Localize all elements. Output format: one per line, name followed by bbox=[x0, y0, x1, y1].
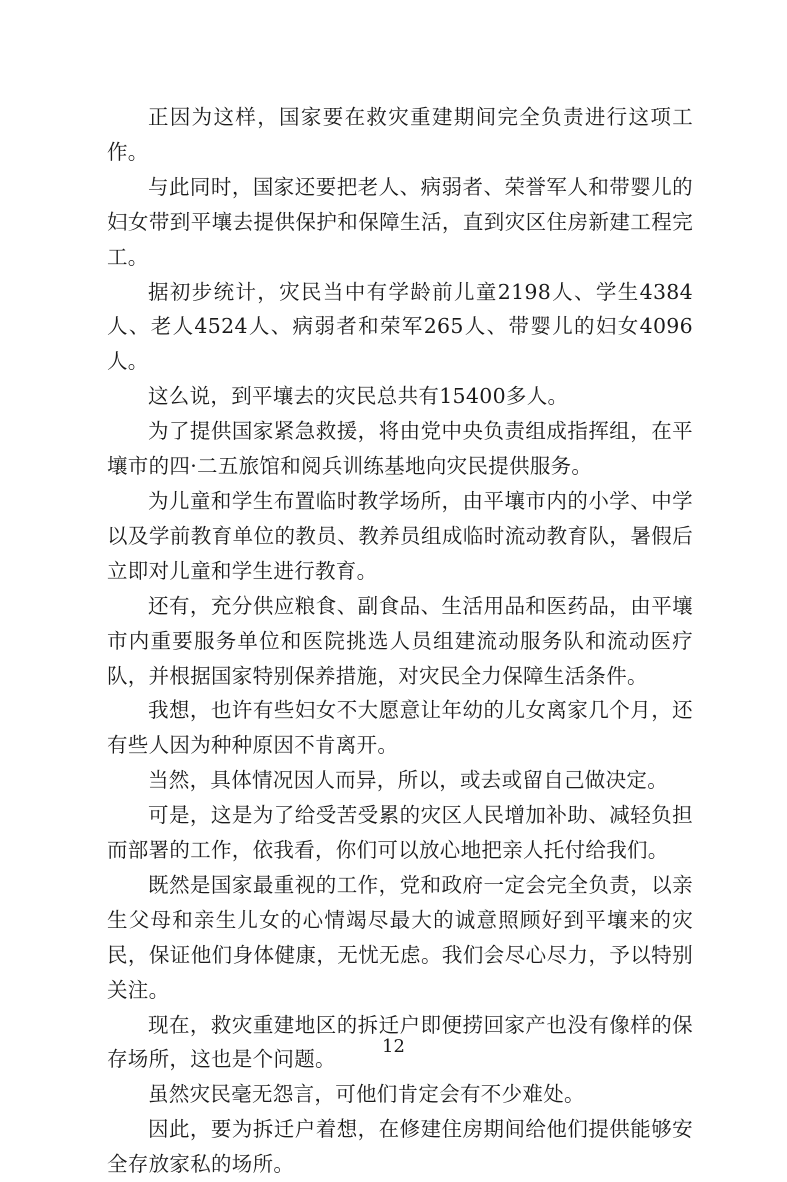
page-number: 12 bbox=[382, 1036, 405, 1057]
paragraph-2: 与此同时，国家还要把老人、病弱者、荣誉军人和带婴儿的妇女带到平壤去提供保护和保障生活，直到灾区住房新建工程完工。 bbox=[107, 174, 693, 269]
paragraph-6: 为儿童和学生布置临时教学场所，由平壤市内的小学、中学以及学前教育单位的教员、教养员组成临时流动教育队，暑假后立即对儿童和学生进行教育。 bbox=[107, 488, 693, 583]
paragraph-13: 虽然灾民毫无怨言，可他们肯定会有不少难处。 bbox=[148, 1082, 585, 1107]
paragraph-5: 为了提供国家紧急救援，将由党中央负责组成指挥组，在平壤市的四·二五旅馆和阅兵训练基地向灾民提供服务。 bbox=[107, 419, 693, 479]
paragraph-9: 当然，具体情况因人而异，所以，或去或留自己做决定。 bbox=[148, 768, 668, 793]
paragraph-1: 正因为这样，国家要在救灾重建期间完全负责进行这项工作。 bbox=[107, 105, 693, 164]
paragraph-4: 这么说，到平壤去的灾民总共有15400多人。 bbox=[148, 384, 569, 409]
paragraph-14: 因此，要为拆迁户着想，在修建住房期间给他们提供能够安全存放家私的场所。 bbox=[107, 1117, 693, 1177]
body-text bbox=[107, 100, 693, 1182]
paragraph-8: 我想，也许有些妇女不大愿意让年幼的儿女离家几个月，还有些人因为种种原因不肯离开。 bbox=[107, 698, 693, 758]
paragraph-7: 还有，充分供应粮食、副食品、生活用品和医药品，由平壤市内重要服务单位和医院挑选人员组建流动服务队和流动医疗队，并根据国家特别保养措施，对灾民全力保障生活条件。 bbox=[107, 593, 693, 688]
paragraph-10: 可是，这是为了给受苦受累的灾区人民增加补助、减轻负担而部署的工作，依我看，你们可以放心地把亲人托付给我们。 bbox=[107, 803, 693, 863]
paragraph-12: 现在，救灾重建地区的拆迁户即便捞回家产也没有像样的保存场所，这也是个问题。 bbox=[107, 1012, 693, 1072]
paragraph-11: 既然是国家最重视的工作，党和政府一定会完全负责，以亲生父母和亲生儿女的心情竭尽最大的诚意照顾好到平壤来的灾民，保证他们身体健康，无忧无虑。我们会尽心尽力，予以特别关注。 bbox=[107, 872, 693, 1002]
paragraph-3: 据初步统计，灾民当中有学龄前儿童2198人、学生4384人、老人4524人、病弱者和荣军265人、带婴儿的妇女4096人。 bbox=[107, 279, 693, 374]
